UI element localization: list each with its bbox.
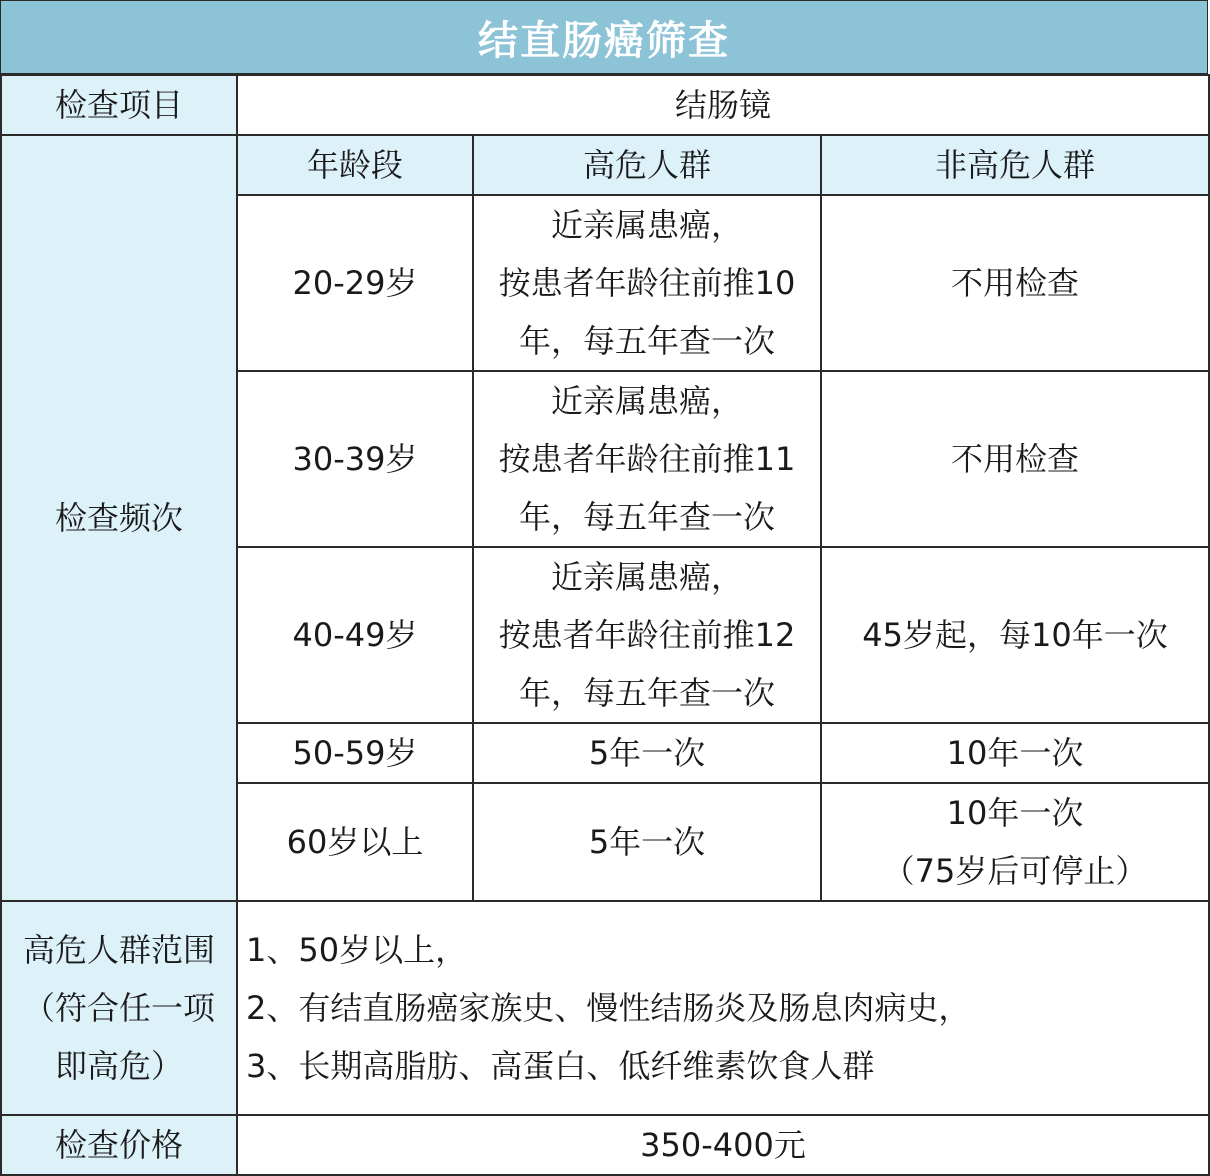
cell-line: 按患者年龄往前推11 [498,440,796,478]
header-age: 年龄段 [237,135,473,195]
cell-line: 年，每五年查一次 [518,322,775,360]
high-risk-cell: 5年一次 [473,723,821,783]
high-risk-cell [473,195,821,371]
cell-line: 近亲属患癌， [550,382,743,420]
cell-line: 年，每五年查一次 [518,498,775,536]
frequency-header-row [1,135,1209,195]
age-cell: 60岁以上 [237,783,473,901]
list-item: 1、50岁以上， [246,931,468,969]
list-item: 2、有结直肠癌家族史、慢性结肠炎及肠息肉病史， [246,989,971,1027]
non-high-risk-cell: 不用检查 [821,195,1209,371]
frequency-label: 检查频次 [1,135,237,901]
high-risk-cell [473,547,821,723]
non-high-risk-cell: 10年一次 [821,723,1209,783]
cell-line: （75岁后可停止） [882,852,1148,890]
age-cell: 30-39岁 [237,371,473,547]
header-non-high-risk: 非高危人群 [821,135,1209,195]
page-title: 结直肠癌筛查 [0,0,1208,74]
age-cell: 40-49岁 [237,547,473,723]
screening-table [0,74,1210,1176]
label-line: 高危人群范围 [22,931,215,969]
cell-line: 近亲属患癌， [550,206,743,244]
exam-item-label: 检查项目 [1,75,237,135]
non-high-risk-cell: 45岁起，每10年一次 [821,547,1209,723]
cell-line: 10年一次 [946,794,1084,832]
cell-line: 按患者年龄往前推10 [498,264,796,302]
high-risk-label [1,901,237,1115]
price-value: 350-400元 [237,1115,1209,1175]
cell-line: 按患者年龄往前推12 [498,616,796,654]
non-high-risk-cell: 不用检查 [821,371,1209,547]
price-label: 检查价格 [1,1115,237,1175]
cell-line: 年，每五年查一次 [518,674,775,712]
age-cell: 50-59岁 [237,723,473,783]
non-high-risk-cell [821,783,1209,901]
high-risk-criteria [237,901,1209,1115]
label-line: 即高危） [54,1047,183,1085]
high-risk-cell: 5年一次 [473,783,821,901]
high-risk-cell [473,371,821,547]
high-risk-row [1,901,1209,1115]
list-item: 3、长期高脂肪、高蛋白、低纤维素饮食人群 [246,1047,875,1085]
price-row [1,1115,1209,1175]
age-cell: 20-29岁 [237,195,473,371]
cell-line: 近亲属患癌， [550,558,743,596]
header-high-risk: 高危人群 [473,135,821,195]
exam-item-row [1,75,1209,135]
label-line: （符合任一项 [22,989,215,1027]
exam-item-value: 结肠镜 [237,75,1209,135]
